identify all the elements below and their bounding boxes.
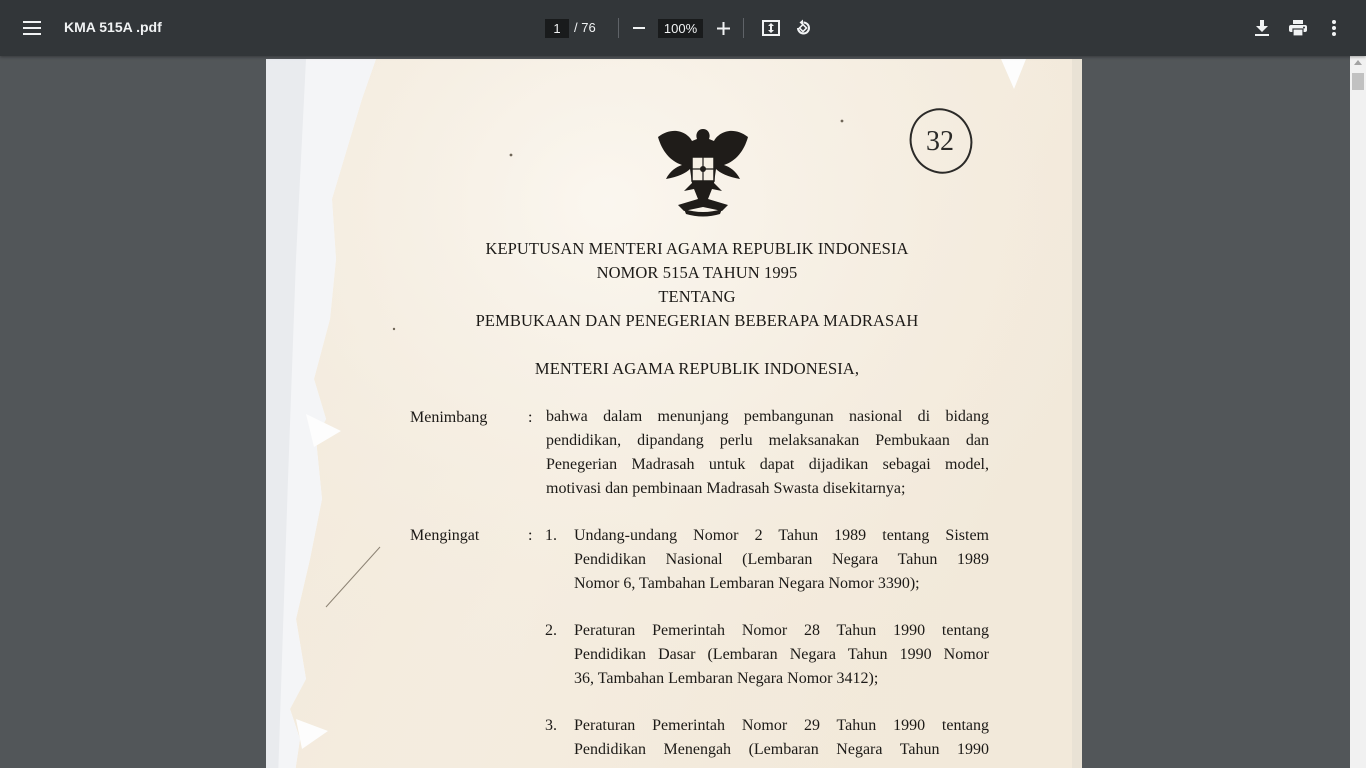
list-item-line: Pendidikan Menengah (Lembaran Negara Tahun 1990 [574,741,989,758]
more-vert-icon[interactable] [1316,10,1352,46]
page-total: / 76 [574,20,596,35]
list-item-number: 1. [545,527,557,544]
toolbar-divider [618,18,619,38]
plus-icon[interactable] [705,10,741,46]
menimbang-line: Penegerian Madrasah untuk dapat dijadikan sebagai model, [546,456,989,473]
scrollbar-thumb[interactable] [1352,73,1364,90]
menimbang-label: Menimbang [410,409,488,426]
handwritten-mark [906,101,978,177]
page-number-input[interactable] [545,19,569,38]
minus-icon[interactable] [621,10,657,46]
list-item-line: Pendidikan Dasar (Lembaran Negara Tahun 1990 Nomor [574,646,989,663]
minister-line: MENTERI AGAMA REPUBLIK INDONESIA, [534,359,860,378]
fit-to-page-icon[interactable] [753,10,789,46]
decree-tentang: TENTANG [658,287,736,306]
list-item-line: Peraturan Pemerintah Nomor 28 Tahun 1990 tentang [574,622,989,639]
list-item-number: 2. [545,622,557,639]
mengingat-label: Mengingat [410,527,480,544]
document-title: KMA 515A .pdf [64,19,162,35]
list-item-number: 3. [545,717,557,734]
pdf-viewer-area[interactable] [0,56,1350,768]
scroll-up-arrow-icon[interactable] [1354,60,1362,65]
menimbang-line: pendidikan, dipandang perlu melaksanakan Pembukaan dan [546,432,989,449]
zoom-level-input[interactable] [658,19,703,38]
mengingat-colon: : [528,527,533,544]
svg-text:32: 32 [926,126,954,157]
menimbang-colon: : [528,409,533,426]
menu-icon[interactable] [14,10,50,46]
list-item-line: Peraturan Pemerintah Nomor 29 Tahun 1990 tentang [574,717,989,734]
decree-subject: PEMBUKAAN DAN PENEGERIAN BEBERAPA MADRASAH [475,311,919,330]
print-icon[interactable] [1280,10,1316,46]
vertical-scrollbar[interactable] [1350,56,1366,768]
toolbar-divider [743,18,744,38]
download-icon[interactable] [1244,10,1280,46]
garuda-emblem [654,121,752,221]
list-item-line: Nomor 6, Tambahan Lembaran Negara Nomor 3390); [574,575,920,592]
decree-number: NOMOR 515A TAHUN 1995 [596,263,798,282]
decree-title: KEPUTUSAN MENTERI AGAMA REPUBLIK INDONESIA [485,239,909,258]
list-item-line: 36, Tambahan Lembaran Negara Nomor 3412); [574,670,879,687]
pdf-toolbar [0,0,1366,56]
list-item-line: Undang-undang Nomor 2 Tahun 1989 tentang Sistem [574,527,989,544]
list-item-line: Pendidikan Nasional (Lembaran Negara Tahun 1989 [574,551,989,568]
rotate-icon[interactable] [785,10,821,46]
pdf-page [266,59,1082,768]
menimbang-line: motivasi dan pembinaan Madrasah Swasta disekitarnya; [546,480,906,497]
menimbang-line: bahwa dalam menunjang pembangunan nasional di bidang [546,408,989,425]
